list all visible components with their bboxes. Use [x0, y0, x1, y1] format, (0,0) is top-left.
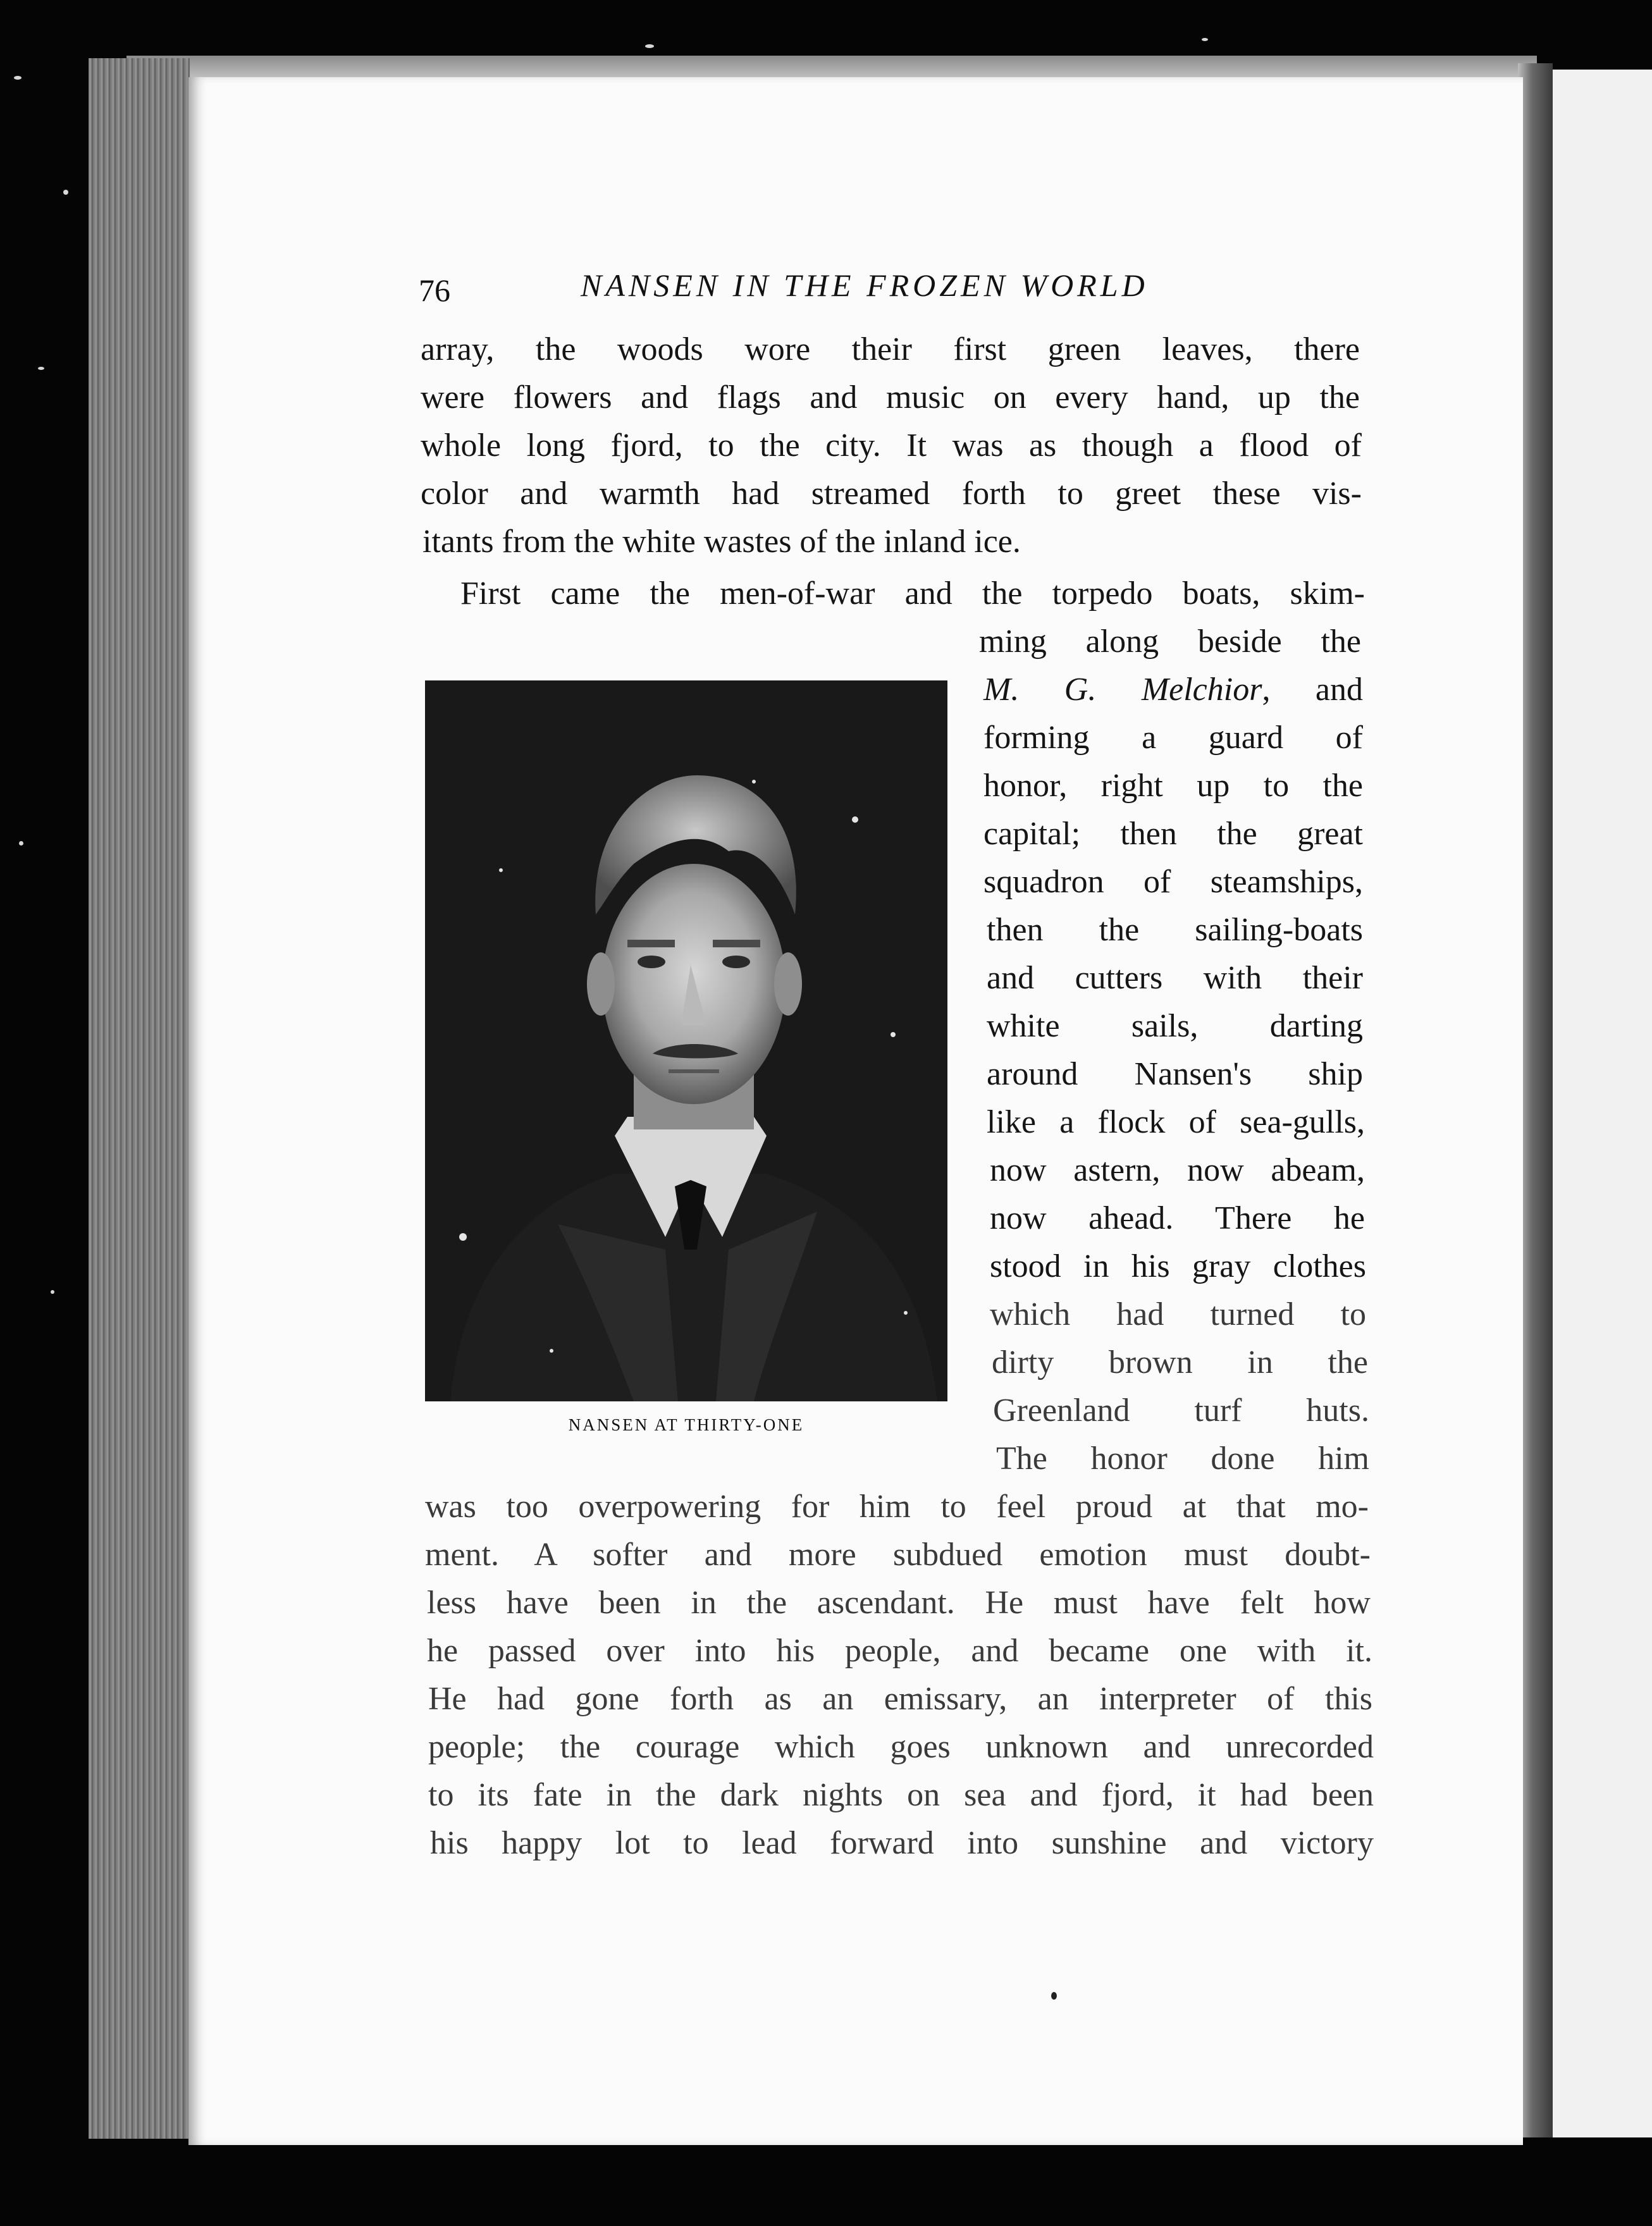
wrap-line: Greenland turf huts. — [993, 1393, 1369, 1429]
dust-speck — [14, 76, 22, 80]
book-title: NANSEN IN THE FROZEN WORLD — [581, 267, 1149, 303]
body-line: were flowers and flags and music on every hand, up the — [421, 379, 1360, 415]
body-line: itants from the white wastes of the inland ice. — [422, 524, 1021, 560]
wrap-line: then the sailing-boats — [987, 912, 1363, 948]
wrap-line: The honor done him — [996, 1441, 1369, 1477]
body-line: He had gone forth as an emissary, an interpreter of this — [428, 1681, 1372, 1717]
wrap-line: now ahead. There he — [990, 1200, 1365, 1236]
wrap-line: forming a guard of — [983, 720, 1363, 756]
dust-speck — [1202, 38, 1208, 41]
dust-speck — [63, 190, 68, 195]
wrap-line: capital; then the great — [983, 816, 1363, 852]
wrap-line: white sails, darting — [987, 1008, 1363, 1044]
body-line: ment. A softer and more subdued emotion must doubt- — [425, 1537, 1371, 1573]
figure-caption: NANSEN AT THIRTY-ONE — [568, 1415, 804, 1434]
body-line: to its fate in the dark nights on sea and fjord, it had been — [428, 1777, 1374, 1813]
wrap-line: ming along beside the — [979, 624, 1361, 660]
dust-speck — [645, 44, 654, 48]
body-line: he passed over into his people, and became one with it. — [427, 1633, 1372, 1669]
portrait-photo — [425, 680, 947, 1401]
body-line: less have been in the ascendant. He must have felt how — [427, 1585, 1371, 1621]
ink-dot — [1051, 1992, 1057, 2000]
body-line: whole long fjord, to the city. It was as though a flood of — [421, 427, 1362, 464]
page-number: 76 — [419, 273, 450, 308]
wrap-line: like a flock of sea-gulls, — [987, 1104, 1365, 1140]
wrap-line: squadron of steamships, — [983, 864, 1363, 900]
book-gutter — [1518, 63, 1553, 2137]
wrap-line: M. G. Melchior, and — [983, 672, 1363, 708]
next-page-edge — [1553, 70, 1652, 2137]
wrap-line: around Nansen's ship — [987, 1056, 1363, 1092]
wrap-line: now astern, now abeam, — [990, 1152, 1365, 1188]
body-line: people; the courage which goes unknown and unrecorded — [428, 1729, 1374, 1765]
page-edges-left — [89, 58, 190, 2139]
wrap-line: and cutters with their — [987, 960, 1363, 996]
dust-speck — [51, 1290, 54, 1294]
paragraph-start-line: First came the men-of-war and the torpedo boats, skim- — [460, 575, 1365, 612]
wrap-line: stood in his gray clothes — [990, 1248, 1366, 1284]
body-line: his happy lot to lead forward into sunshine and victory — [430, 1825, 1374, 1861]
dust-speck — [38, 367, 44, 370]
wrap-line: which had turned to — [990, 1296, 1366, 1332]
portrait-image — [425, 680, 947, 1401]
running-head — [0, 264, 1652, 315]
wrap-line: dirty brown in the — [992, 1344, 1368, 1380]
wrap-line: honor, right up to the — [983, 768, 1363, 804]
dust-speck — [19, 841, 23, 846]
body-line: array, the woods wore their first green leaves, there — [421, 331, 1360, 367]
body-line: was too overpowering for him to feel proud at that mo- — [425, 1489, 1369, 1525]
body-line: color and warmth had streamed forth to greet these vis- — [421, 476, 1362, 512]
